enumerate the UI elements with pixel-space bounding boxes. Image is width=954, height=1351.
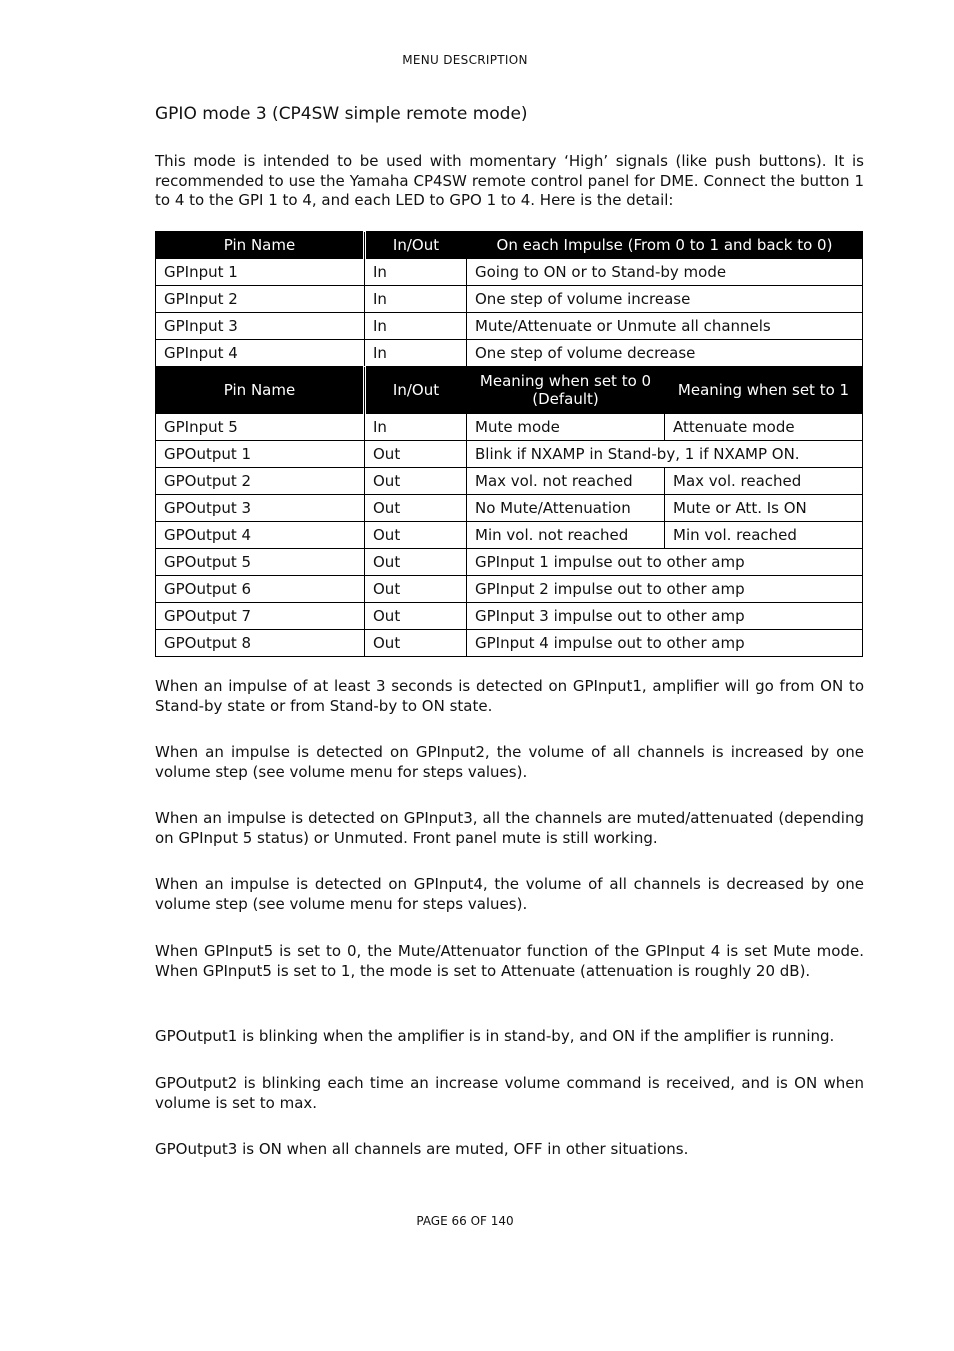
pin-cell: GPInput 5 [156,414,365,441]
io-cell: Out [365,576,467,603]
set0-cell: Mute mode [467,414,665,441]
desc-cell: One step of volume decrease [467,340,863,367]
pin-cell: GPOutput 3 [156,495,365,522]
header-impulse: On each Impulse (From 0 to 1 and back to 0) [467,232,863,259]
set1-cell: Max vol. reached [665,468,863,495]
table-row [156,414,863,441]
paragraph-gpinput3: When an impulse is detected on GPInput3, all the channels are muted/attenuated (depending on GPInput 5 status) or Unmuted. Front panel mute is still working. [155,809,864,847]
io-cell: Out [365,495,467,522]
set1-cell: Min vol. reached [665,522,863,549]
section-title: GPIO mode 3 (CP4SW simple remote mode) [155,104,528,124]
desc-cell: GPInput 4 impulse out to other amp [467,630,863,657]
table-row [156,340,863,367]
desc-cell: One step of volume increase [467,286,863,313]
desc-cell: GPInput 1 impulse out to other amp [467,549,863,576]
table-row [156,576,863,603]
table-row [156,549,863,576]
io-cell: Out [365,441,467,468]
io-cell: In [365,259,467,286]
io-cell: In [365,286,467,313]
paragraph-gpinput2: When an impulse is detected on GPInput2, the volume of all channels is increased by one volume step (see volume menu for steps values). [155,743,864,781]
set0-cell: Max vol. not reached [467,468,665,495]
io-cell: Out [365,549,467,576]
header-set-1: Meaning when set to 1 [665,367,863,414]
desc-cell: GPInput 2 impulse out to other amp [467,576,863,603]
header-pin-name: Pin Name [156,232,365,259]
desc-cell: Blink if NXAMP in Stand-by, 1 if NXAMP ON. [467,441,863,468]
table-row [156,313,863,340]
header-pin-name: Pin Name [156,367,365,414]
set0-cell: Min vol. not reached [467,522,665,549]
pin-cell: GPOutput 4 [156,522,365,549]
pin-cell: GPOutput 1 [156,441,365,468]
io-cell: Out [365,630,467,657]
table-row [156,468,863,495]
table-row [156,259,863,286]
pin-cell: GPInput 2 [156,286,365,313]
header-set-0: Meaning when set to 0 (Default) [467,367,665,414]
table-header-row-2 [156,367,863,414]
pin-cell: GPInput 3 [156,313,365,340]
table-row [156,522,863,549]
table-row [156,630,863,657]
paragraph-gpinput5: When GPInput5 is set to 0, the Mute/Attenuator function of the GPInput 4 is set Mute mode. When GPInput5 is set to 1, the mode is set to Attenuate (attenuation is roughly 20 dB). [155,942,864,980]
table-row [156,603,863,630]
pin-cell: GPInput 1 [156,259,365,286]
io-cell: In [365,340,467,367]
io-cell: In [365,414,467,441]
io-cell: In [365,313,467,340]
paragraph-gpoutput3: GPOutput3 is ON when all channels are muted, OFF in other situations. [155,1140,689,1158]
pin-cell: GPOutput 8 [156,630,365,657]
page-footer: PAGE 66 OF 140 [416,1214,514,1228]
paragraph-gpinput4: When an impulse is detected on GPInput4, the volume of all channels is decreased by one volume step (see volume menu for steps values). [155,875,864,913]
io-cell: Out [365,468,467,495]
io-cell: Out [365,522,467,549]
set1-cell: Mute or Att. Is ON [665,495,863,522]
pin-cell: GPOutput 6 [156,576,365,603]
gpio-table [155,231,863,657]
header-in-out: In/Out [365,232,467,259]
table-row [156,495,863,522]
paragraph-gpoutput1: GPOutput1 is blinking when the amplifier is in stand-by, and ON if the amplifier is running. [155,1027,835,1045]
pin-cell: GPOutput 2 [156,468,365,495]
desc-cell: Going to ON or to Stand-by mode [467,259,863,286]
set1-cell: Attenuate mode [665,414,863,441]
table-header-row [156,232,863,259]
desc-cell: GPInput 3 impulse out to other amp [467,603,863,630]
table-row [156,441,863,468]
header-in-out: In/Out [365,367,467,414]
set0-cell: No Mute/Attenuation [467,495,665,522]
table-row [156,286,863,313]
pin-cell: GPOutput 5 [156,549,365,576]
desc-cell: Mute/Attenuate or Unmute all channels [467,313,863,340]
pin-cell: GPInput 4 [156,340,365,367]
io-cell: Out [365,603,467,630]
page-header: MENU DESCRIPTION [402,53,528,67]
paragraph-gpinput1: When an impulse of at least 3 seconds is detected on GPInput1, amplifier will go from ON to Stand-by state or from Stand-by to ON state. [155,677,864,715]
pin-cell: GPOutput 7 [156,603,365,630]
paragraph-gpoutput2: GPOutput2 is blinking each time an increase volume command is received, and is ON when volume is set to max. [155,1074,864,1112]
intro-paragraph: This mode is intended to be used with momentary ‘High’ signals (like push buttons). It is recommended to use the Yamaha CP4SW remote control panel for DME. Connect the button 1 to 4 to the GPI 1 to 4, and each LED to GPO 1 to 4. Here is the detail: [155,152,864,209]
